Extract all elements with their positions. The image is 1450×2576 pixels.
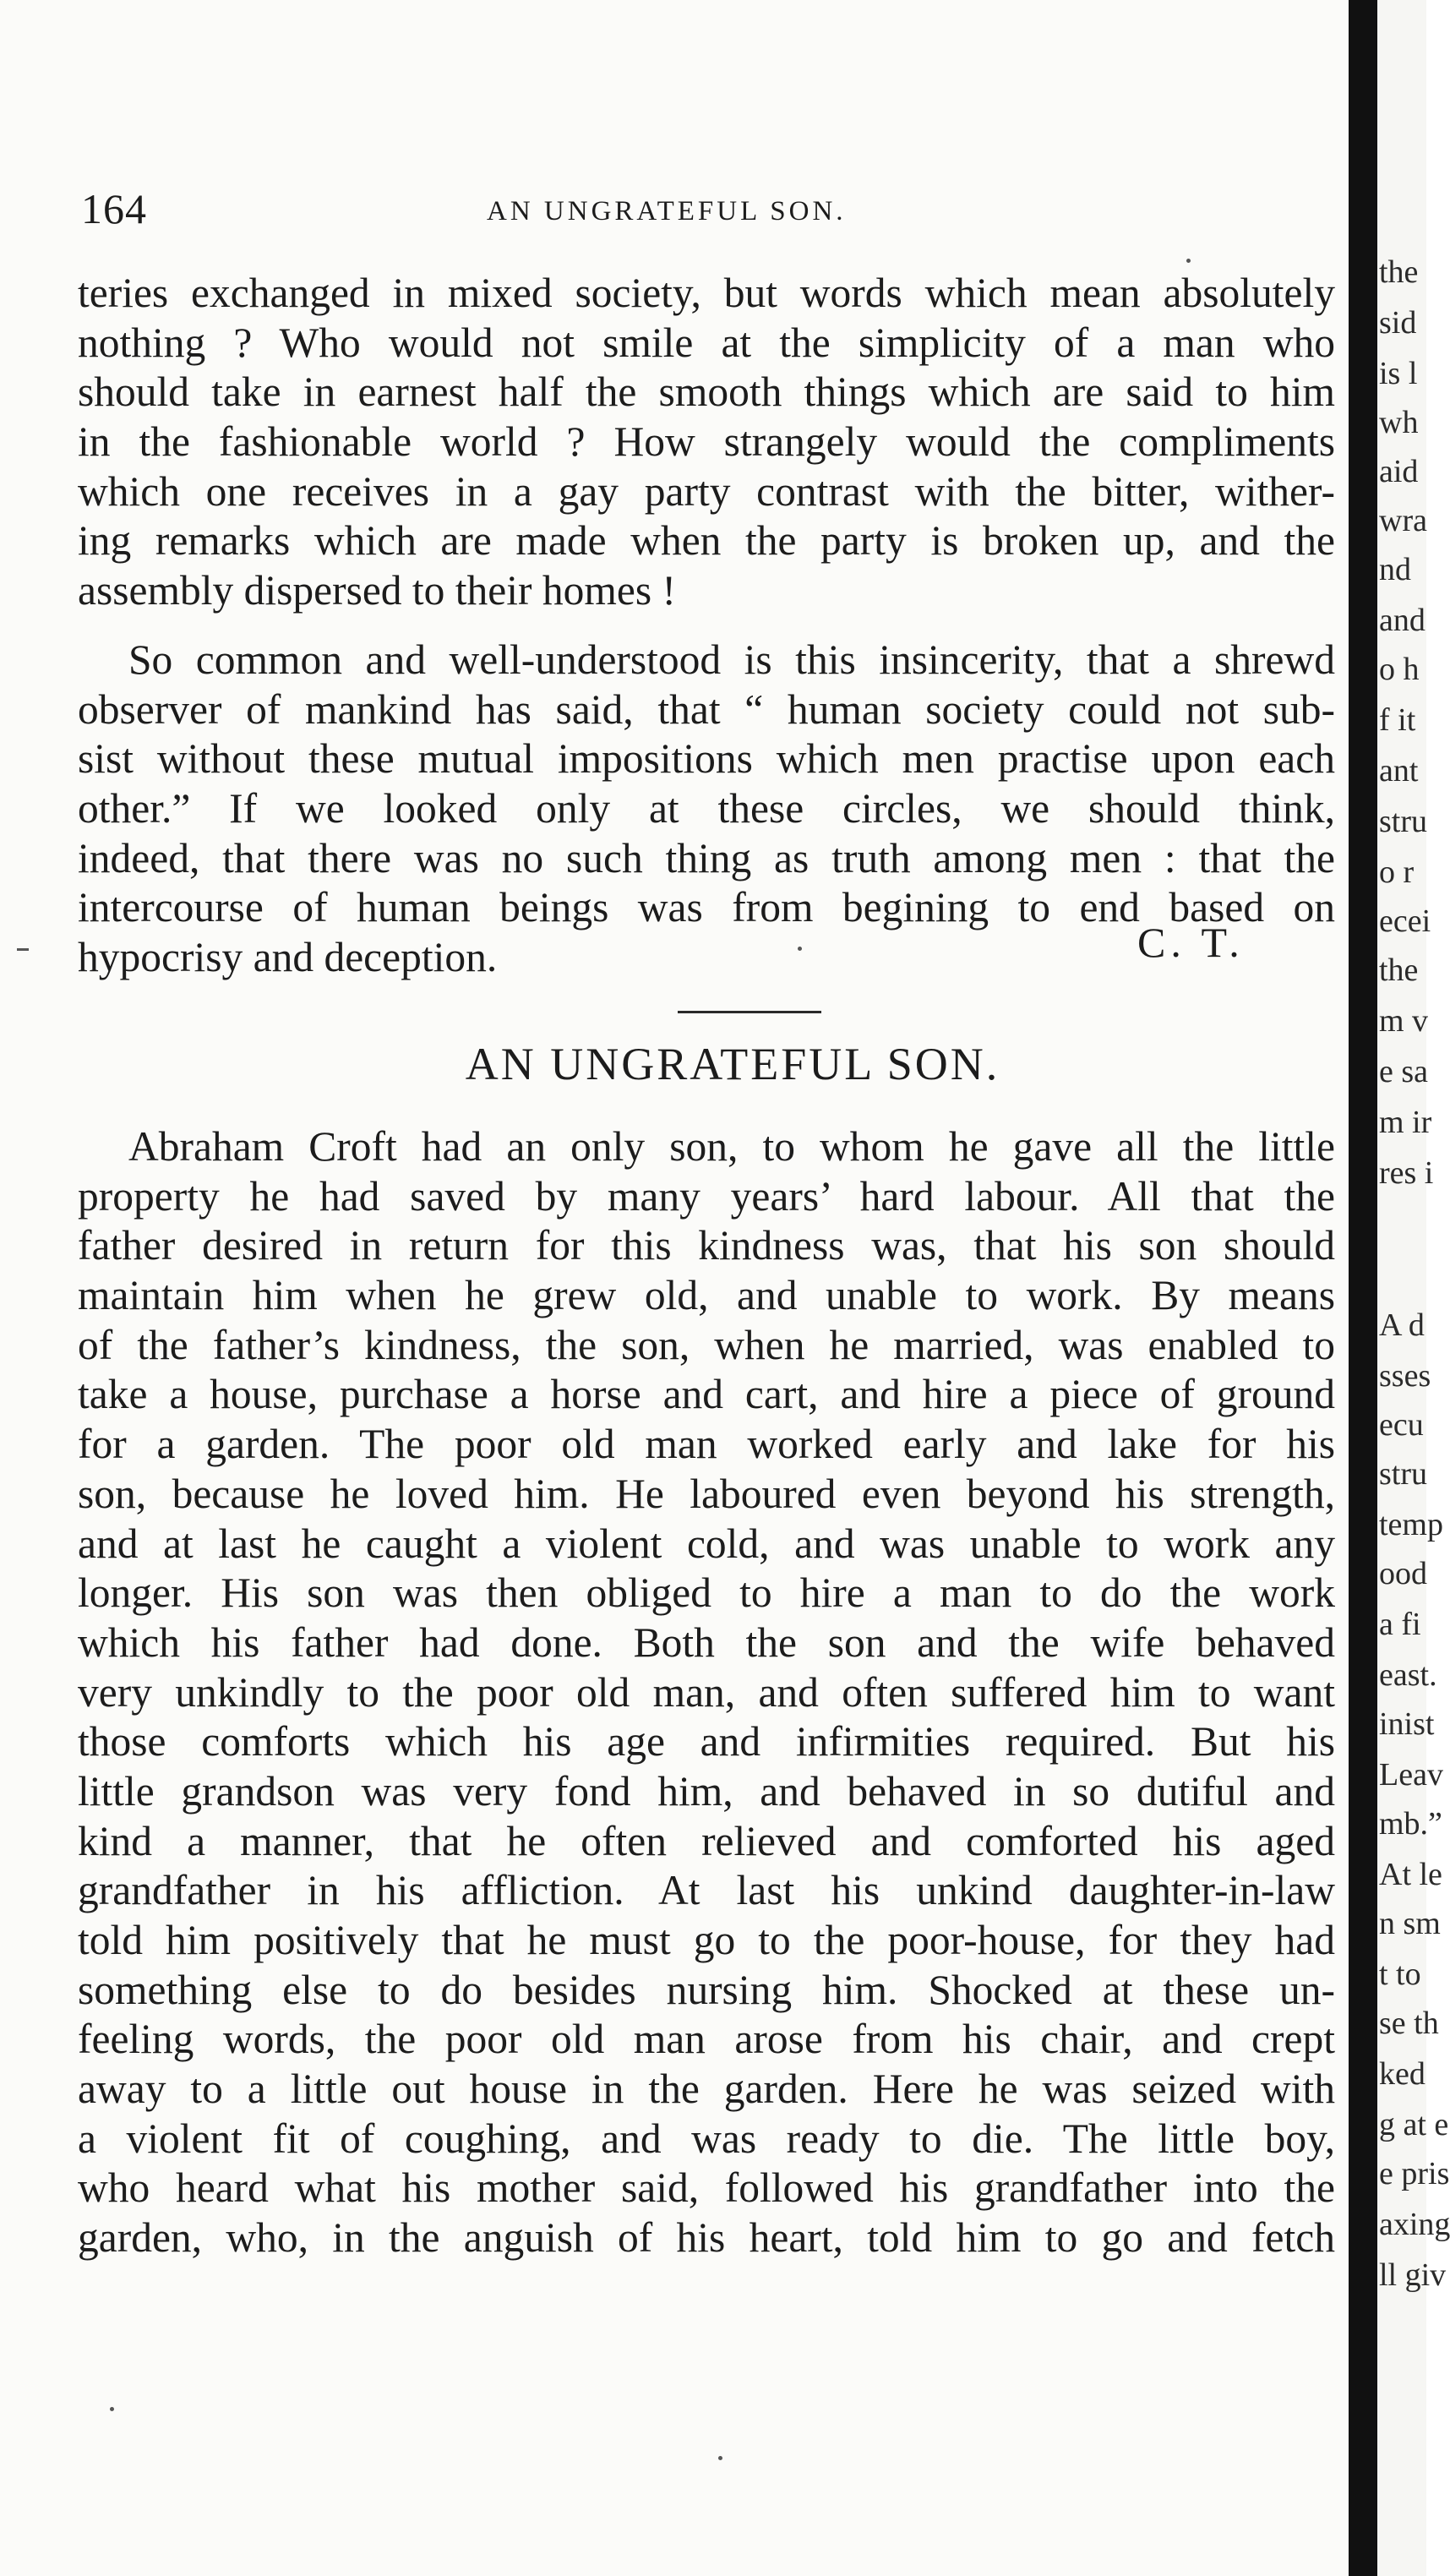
text-line: which his father had done. Both the son and the wife behaved — [78, 1618, 1335, 1666]
text-line: who heard what his mother said, followed his grandfather into the — [78, 2164, 1335, 2212]
article-title: AN UNGRATEFUL SON. — [465, 1039, 1000, 1089]
page-number: 164 — [81, 185, 147, 232]
text-line: for a garden. The poor old man worked early and lake for his — [78, 1421, 1335, 1468]
text-line: should take in earnest half the smooth things which are said to him — [78, 368, 1335, 416]
text-line: observer of mankind has said, that “ human society could not sub- — [78, 685, 1335, 733]
text-line: take a house, purchase a horse and cart, and hire a piece of ground — [78, 1371, 1335, 1418]
text-line: father desired in return for this kindness was, that his son should — [78, 1222, 1335, 1269]
facing-page-fragment: At le — [1379, 1857, 1442, 1892]
text-line: So common and well-understood is this insincerity, that a shrewd — [128, 636, 1335, 683]
facing-page-fragment: e pris — [1379, 2156, 1450, 2191]
facing-page-fragment: m ir — [1379, 1105, 1432, 1140]
text-line: feeling words, the poor old man arose from his chair, and crept — [78, 2016, 1335, 2063]
facing-page-fragment: se th — [1379, 2006, 1439, 2041]
facing-page-fragment: wra — [1379, 503, 1427, 538]
text-line: away to a little out house in the garden. Here he was seized with — [78, 2066, 1335, 2113]
text-line: indeed, that there was no such thing as truth among men : that the — [78, 834, 1335, 881]
text-line: garden, who, in the anguish of his heart, told him to go and fetch — [78, 2214, 1335, 2262]
text-line: those comforts which his age and infirmities required. But his — [78, 1718, 1335, 1766]
ink-speck — [718, 2456, 722, 2460]
facing-page-fragment: stru — [1379, 804, 1427, 839]
author-signature: C. T. — [1137, 919, 1245, 966]
facing-page-fragment: e sa — [1379, 1054, 1429, 1089]
continued-paragraph — [78, 269, 1335, 616]
text-line: of the father’s kindness, the son, when he married, was enabled to — [78, 1321, 1335, 1368]
facing-page-fragment: m v — [1379, 1003, 1429, 1039]
text-line: nothing ? Who would not smile at the simplicity of a man who — [78, 319, 1335, 366]
text-line: ing remarks which are made when the party is broken up, and the — [78, 517, 1335, 565]
facing-page-fragment: A d — [1379, 1307, 1425, 1343]
text-line: and at last he caught a violent cold, and was unable to work any — [78, 1520, 1335, 1567]
facing-page-fragment: stru — [1379, 1456, 1427, 1492]
facing-page-fragment: is l — [1379, 356, 1418, 391]
text-line: teries exchanged in mixed society, but words which mean absolutely — [78, 270, 1335, 316]
facing-page-fragment: ecu — [1379, 1407, 1424, 1443]
facing-page-fragment: n sm — [1379, 1906, 1441, 1941]
text-line: something else to do besides nursing him. Shocked at these un- — [78, 1966, 1335, 2013]
facing-page-fragment: a fi — [1379, 1607, 1421, 1642]
section-divider — [678, 1011, 821, 1013]
facing-page-fragment: ked — [1379, 2056, 1425, 2092]
text-line: longer. His son was then obliged to hire a man to do the work — [78, 1569, 1335, 1617]
text-line: Abraham Croft had an only son, to whom he gave all the little — [128, 1123, 1335, 1170]
facing-page-fragment: ood — [1379, 1556, 1427, 1591]
ink-speck — [17, 948, 29, 951]
text-line: maintain him when he grew old, and unable to work. By means — [78, 1272, 1335, 1319]
facing-page-fragment: and — [1379, 603, 1425, 638]
text-line: assembly dispersed to their homes ! — [78, 567, 676, 614]
facing-page-fragment: the — [1379, 254, 1419, 290]
text-line: son, because he loved him. He laboured even beyond his strength, — [78, 1470, 1335, 1517]
facing-page-fragment: ecei — [1379, 903, 1431, 939]
facing-page-fragment: mb.” — [1379, 1806, 1442, 1842]
text-line: sist without these mutual impositions which men practise upon each — [78, 735, 1335, 783]
facing-page-fragment: the — [1379, 952, 1419, 988]
text-line: little grandson was very fond him, and behaved in so dutiful and — [78, 1767, 1335, 1815]
facing-page-edge — [1377, 0, 1450, 2576]
text-line: which one receives in a gay party contrast with the bitter, wither- — [78, 467, 1335, 515]
facing-page-fragment: t to — [1379, 1957, 1421, 1992]
text-line: grandfather in his affliction. At last his unkind daughter-in-law — [78, 1867, 1335, 1914]
facing-page-fragment: ll giv — [1379, 2257, 1447, 2293]
text-line: a violent fit of coughing, and was ready to die. The little boy, — [78, 2115, 1335, 2162]
text-line: kind a manner, that he often relieved and comforted his aged — [78, 1817, 1335, 1864]
ink-speck — [110, 2407, 114, 2411]
facing-page-fragment: o r — [1379, 854, 1415, 890]
binding-gutter-shadow — [1349, 0, 1377, 2576]
facing-page-fragment: aid — [1379, 454, 1419, 489]
facing-page-fragment: east. — [1379, 1657, 1437, 1693]
facing-page-fragment: g at e — [1379, 2107, 1449, 2142]
facing-page-fragment: Leav — [1379, 1757, 1443, 1793]
text-line: very unkindly to the poor old man, and often suffered him to want — [78, 1668, 1335, 1716]
facing-page-fragment: sses — [1379, 1358, 1431, 1394]
facing-page-fragment: res i — [1379, 1155, 1434, 1191]
facing-page-fragment: inist — [1379, 1706, 1435, 1742]
facing-page-fragment: temp — [1379, 1507, 1443, 1542]
text-line: property he had saved by many years’ hard labour. All that the — [78, 1172, 1335, 1220]
text-line: intercourse of human beings was from begining to end based on — [78, 884, 1335, 931]
ink-speck — [798, 947, 802, 951]
text-line: other.” If we looked only at these circles, we should think, — [78, 785, 1335, 832]
facing-page-fragment: ant — [1379, 753, 1419, 789]
facing-page-fragment: wh — [1379, 405, 1419, 440]
facing-page-fragment: f it — [1379, 702, 1416, 738]
running-title: AN UNGRATEFUL SON. — [487, 196, 847, 226]
text-line: hypocrisy and deception. — [78, 934, 498, 981]
running-head — [81, 184, 1349, 235]
facing-page-fragment: o h — [1379, 652, 1420, 687]
text-line: in the fashionable world ? How strangely would the compliments — [78, 418, 1335, 466]
article-body — [78, 1122, 1335, 2263]
facing-page-fragment: sid — [1379, 305, 1417, 341]
facing-page-fragment: axing — [1379, 2207, 1450, 2242]
ink-speck — [1186, 259, 1191, 263]
facing-page-fragment: nd — [1379, 552, 1411, 587]
text-line: told him positively that he must go to the poor-house, for they had — [78, 1917, 1335, 1963]
